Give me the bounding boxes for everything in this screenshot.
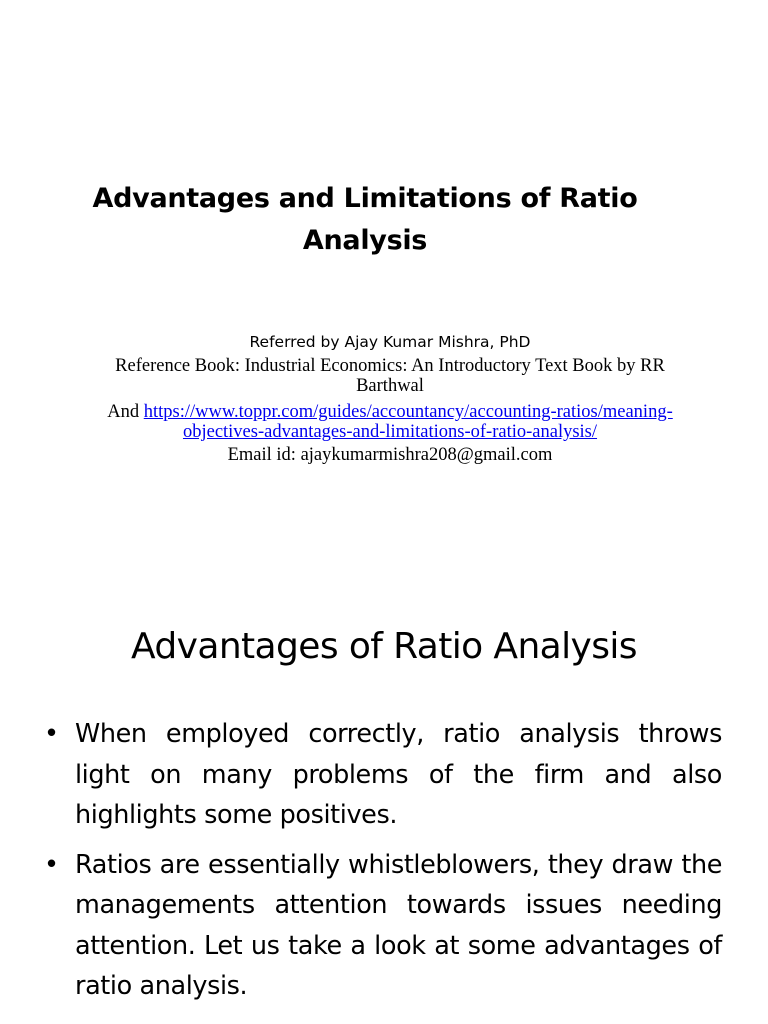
bullet-item bbox=[44, 845, 722, 1007]
reference-link[interactable]: https://www.toppr.com/guides/accountancy/accounting-ratios/meaning-objectives-advantages-and-limitations-of-ratio-analysis/ bbox=[143, 402, 673, 442]
advantages-slide bbox=[0, 576, 768, 1024]
bullet-list bbox=[44, 714, 722, 1016]
reference-link-line bbox=[100, 402, 680, 442]
and-label: And bbox=[107, 402, 140, 422]
presentation-title: Advantages and Limitations of Ratio Analysis bbox=[92, 183, 638, 256]
bullet-icon: • bbox=[44, 719, 59, 749]
bullet-item bbox=[44, 714, 722, 836]
bullet-text: When employed correctly, ratio analysis throws light on many problems of the firm and also highlights some positives. bbox=[75, 719, 722, 830]
bullet-text: Ratios are essentially whistleblowers, they draw the managements attention towards issues needing attention. Let us take a look at some advantages of ratio analysis. bbox=[75, 849, 722, 1001]
email-line: Email id: ajaykumarmishra208@gmail.com bbox=[227, 445, 553, 465]
bullet-icon: • bbox=[44, 849, 59, 880]
author-credit: Referred by Ajay Kumar Mishra, PhD bbox=[249, 333, 531, 351]
slide-title: Advantages of Ratio Analysis bbox=[131, 626, 637, 667]
subtitle-block bbox=[100, 330, 680, 465]
reference-book: Reference Book: Industrial Economics: An Introductory Text Book by RR Barthwal bbox=[115, 356, 665, 396]
